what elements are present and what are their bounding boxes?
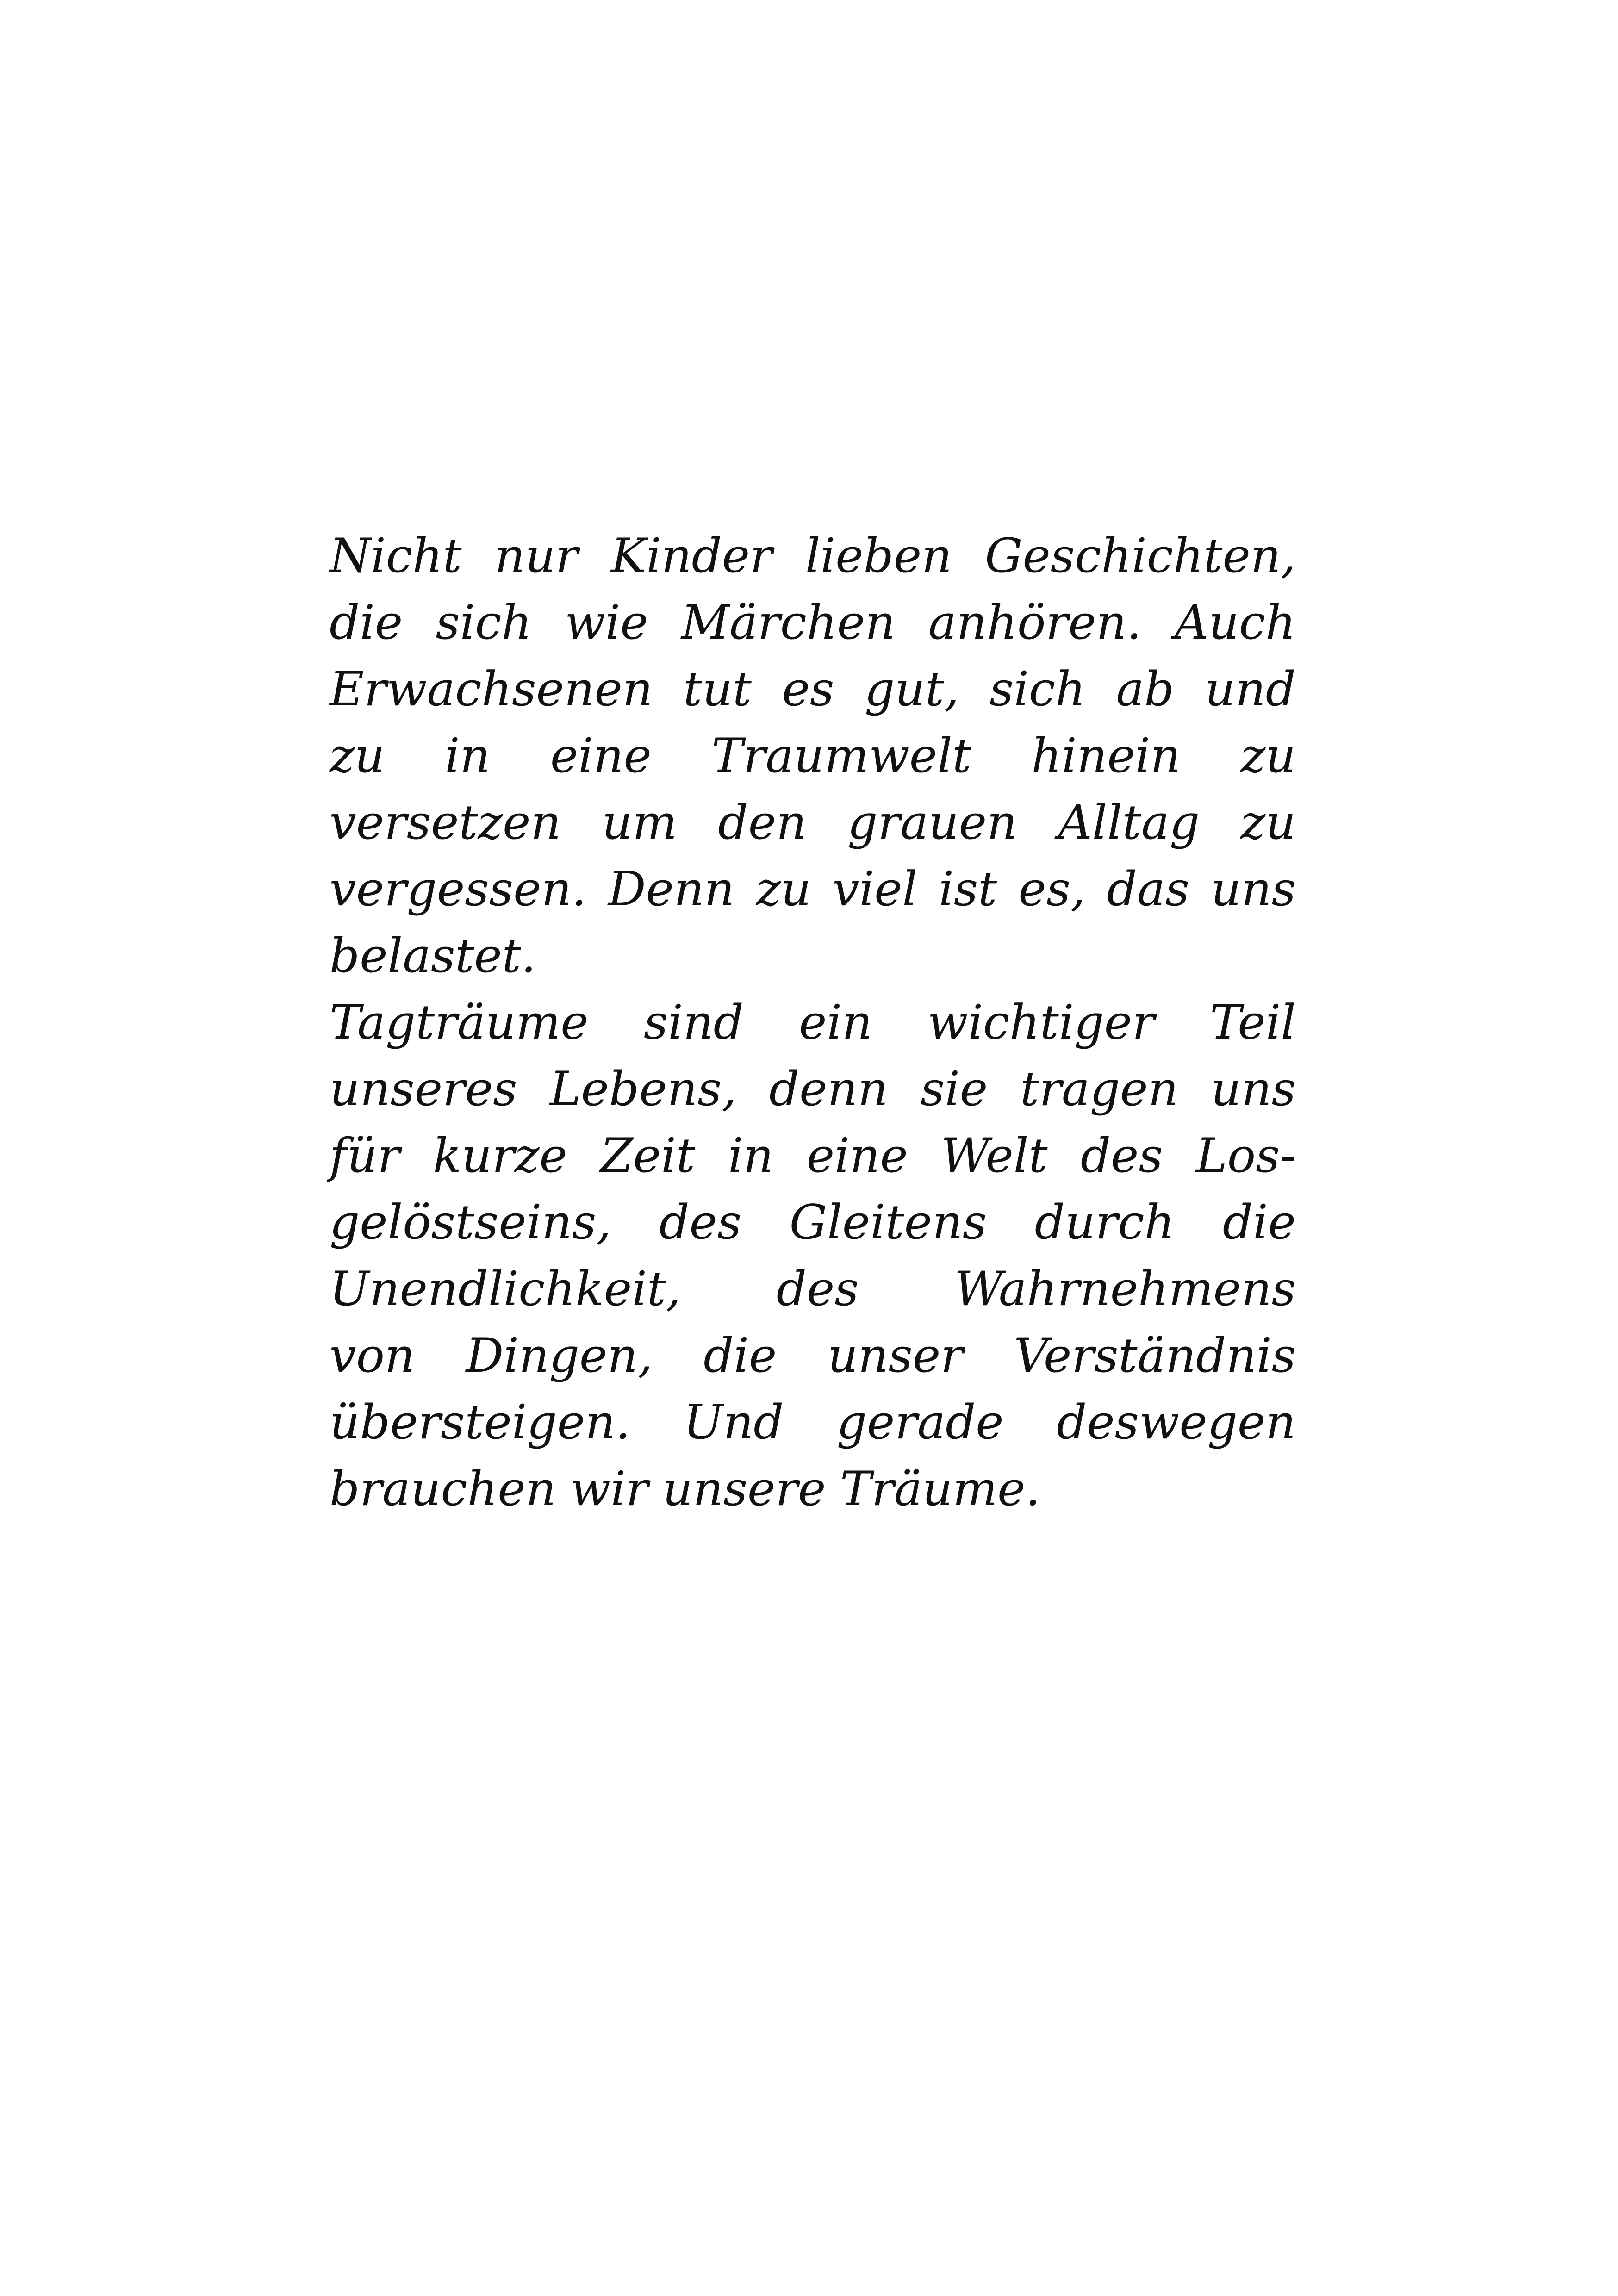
word: zu	[1240, 728, 1296, 784]
paragraph	[330, 523, 1296, 989]
word: tragen	[1020, 1062, 1179, 1117]
word: das	[1107, 862, 1190, 917]
word: eine	[806, 1128, 908, 1183]
word: vergessen.	[330, 862, 587, 917]
word: Auch	[1174, 595, 1296, 650]
word: zu	[756, 862, 811, 917]
word: durch	[1034, 1195, 1175, 1250]
word: und	[1205, 662, 1296, 717]
word: Denn	[608, 862, 735, 917]
word: des	[1080, 1128, 1163, 1183]
word: für	[330, 1128, 400, 1183]
word: des	[659, 1195, 742, 1250]
word: unsere	[662, 1462, 826, 1517]
word: es	[782, 662, 834, 717]
word: um	[602, 795, 678, 850]
word: die	[1222, 1195, 1296, 1250]
word: eine	[550, 728, 652, 784]
word: zu	[1240, 795, 1296, 850]
word: tut	[683, 662, 752, 717]
word: Dingen,	[466, 1328, 653, 1383]
word: unser	[828, 1328, 963, 1383]
word: Unendlichkeit,	[330, 1262, 681, 1317]
word: lieben	[805, 529, 952, 584]
word: gut,	[864, 662, 959, 717]
word: wichtiger	[927, 995, 1155, 1050]
word: kurze	[433, 1128, 567, 1183]
word: uns	[1211, 862, 1296, 917]
word: versetzen	[330, 795, 561, 850]
word: in	[728, 1128, 774, 1183]
word: Erwachsenen	[330, 662, 653, 717]
word: Traumwelt	[711, 728, 971, 784]
word: Nicht	[330, 529, 462, 584]
word: nur	[494, 529, 578, 584]
text-line	[330, 1323, 1296, 1389]
word: Verständnis	[1014, 1328, 1296, 1383]
word: hinein	[1031, 728, 1181, 784]
text-line	[330, 523, 1296, 590]
word: Alltag	[1058, 795, 1200, 850]
word: es,	[1018, 862, 1086, 917]
word: wie	[565, 595, 648, 650]
word: viel	[832, 862, 918, 917]
word: sind	[643, 995, 744, 1050]
text-line	[330, 923, 1296, 989]
word: von	[330, 1328, 415, 1383]
word: Gleitens	[789, 1195, 987, 1250]
word: ist	[939, 862, 997, 917]
word: grauen	[847, 795, 1017, 850]
word: brauchen	[330, 1462, 556, 1517]
word: Welt	[940, 1128, 1048, 1183]
word: ein	[799, 995, 872, 1050]
word: wir	[570, 1462, 648, 1517]
word: deswegen	[1056, 1395, 1296, 1450]
word: Träume.	[840, 1462, 1040, 1517]
word: Kinder	[611, 529, 772, 584]
word: denn	[769, 1062, 888, 1117]
word: den	[718, 795, 807, 850]
text-line	[330, 656, 1296, 723]
text-line	[330, 790, 1296, 856]
word: uns	[1211, 1062, 1296, 1117]
text-line	[330, 723, 1296, 790]
word: belastet.	[330, 928, 536, 983]
word: zu	[330, 728, 385, 784]
text-line	[330, 590, 1296, 656]
word: sich	[989, 662, 1086, 717]
word: sie	[920, 1062, 988, 1117]
word: ab	[1116, 662, 1175, 717]
word: Lebens,	[549, 1062, 737, 1117]
text-line	[330, 1456, 1296, 1523]
word: gelöstseins,	[330, 1195, 611, 1250]
word: Tagträume	[330, 995, 589, 1050]
word: die	[330, 595, 403, 650]
word: unseres	[330, 1062, 517, 1117]
word: Märchen	[681, 595, 896, 650]
text-line	[330, 1256, 1296, 1323]
word: des	[776, 1262, 859, 1317]
text-line	[330, 989, 1296, 1056]
text-line	[330, 1056, 1296, 1123]
word: anhören.	[928, 595, 1142, 650]
text-line	[330, 1189, 1296, 1256]
word: Wahrnehmens	[954, 1262, 1296, 1317]
word: Und	[683, 1395, 784, 1450]
text-line	[330, 1123, 1296, 1189]
text-line	[330, 1389, 1296, 1456]
text-line	[330, 856, 1296, 923]
word: sich	[436, 595, 532, 650]
word: Los-	[1195, 1128, 1296, 1183]
word: übersteigen.	[330, 1395, 631, 1450]
paragraph	[330, 989, 1296, 1523]
word: die	[703, 1328, 777, 1383]
word: Zeit	[600, 1128, 695, 1183]
word: gerade	[836, 1395, 1004, 1450]
word: Geschichten,	[985, 529, 1296, 584]
word: Teil	[1210, 995, 1296, 1050]
body-text	[330, 523, 1296, 1523]
word: in	[444, 728, 491, 784]
